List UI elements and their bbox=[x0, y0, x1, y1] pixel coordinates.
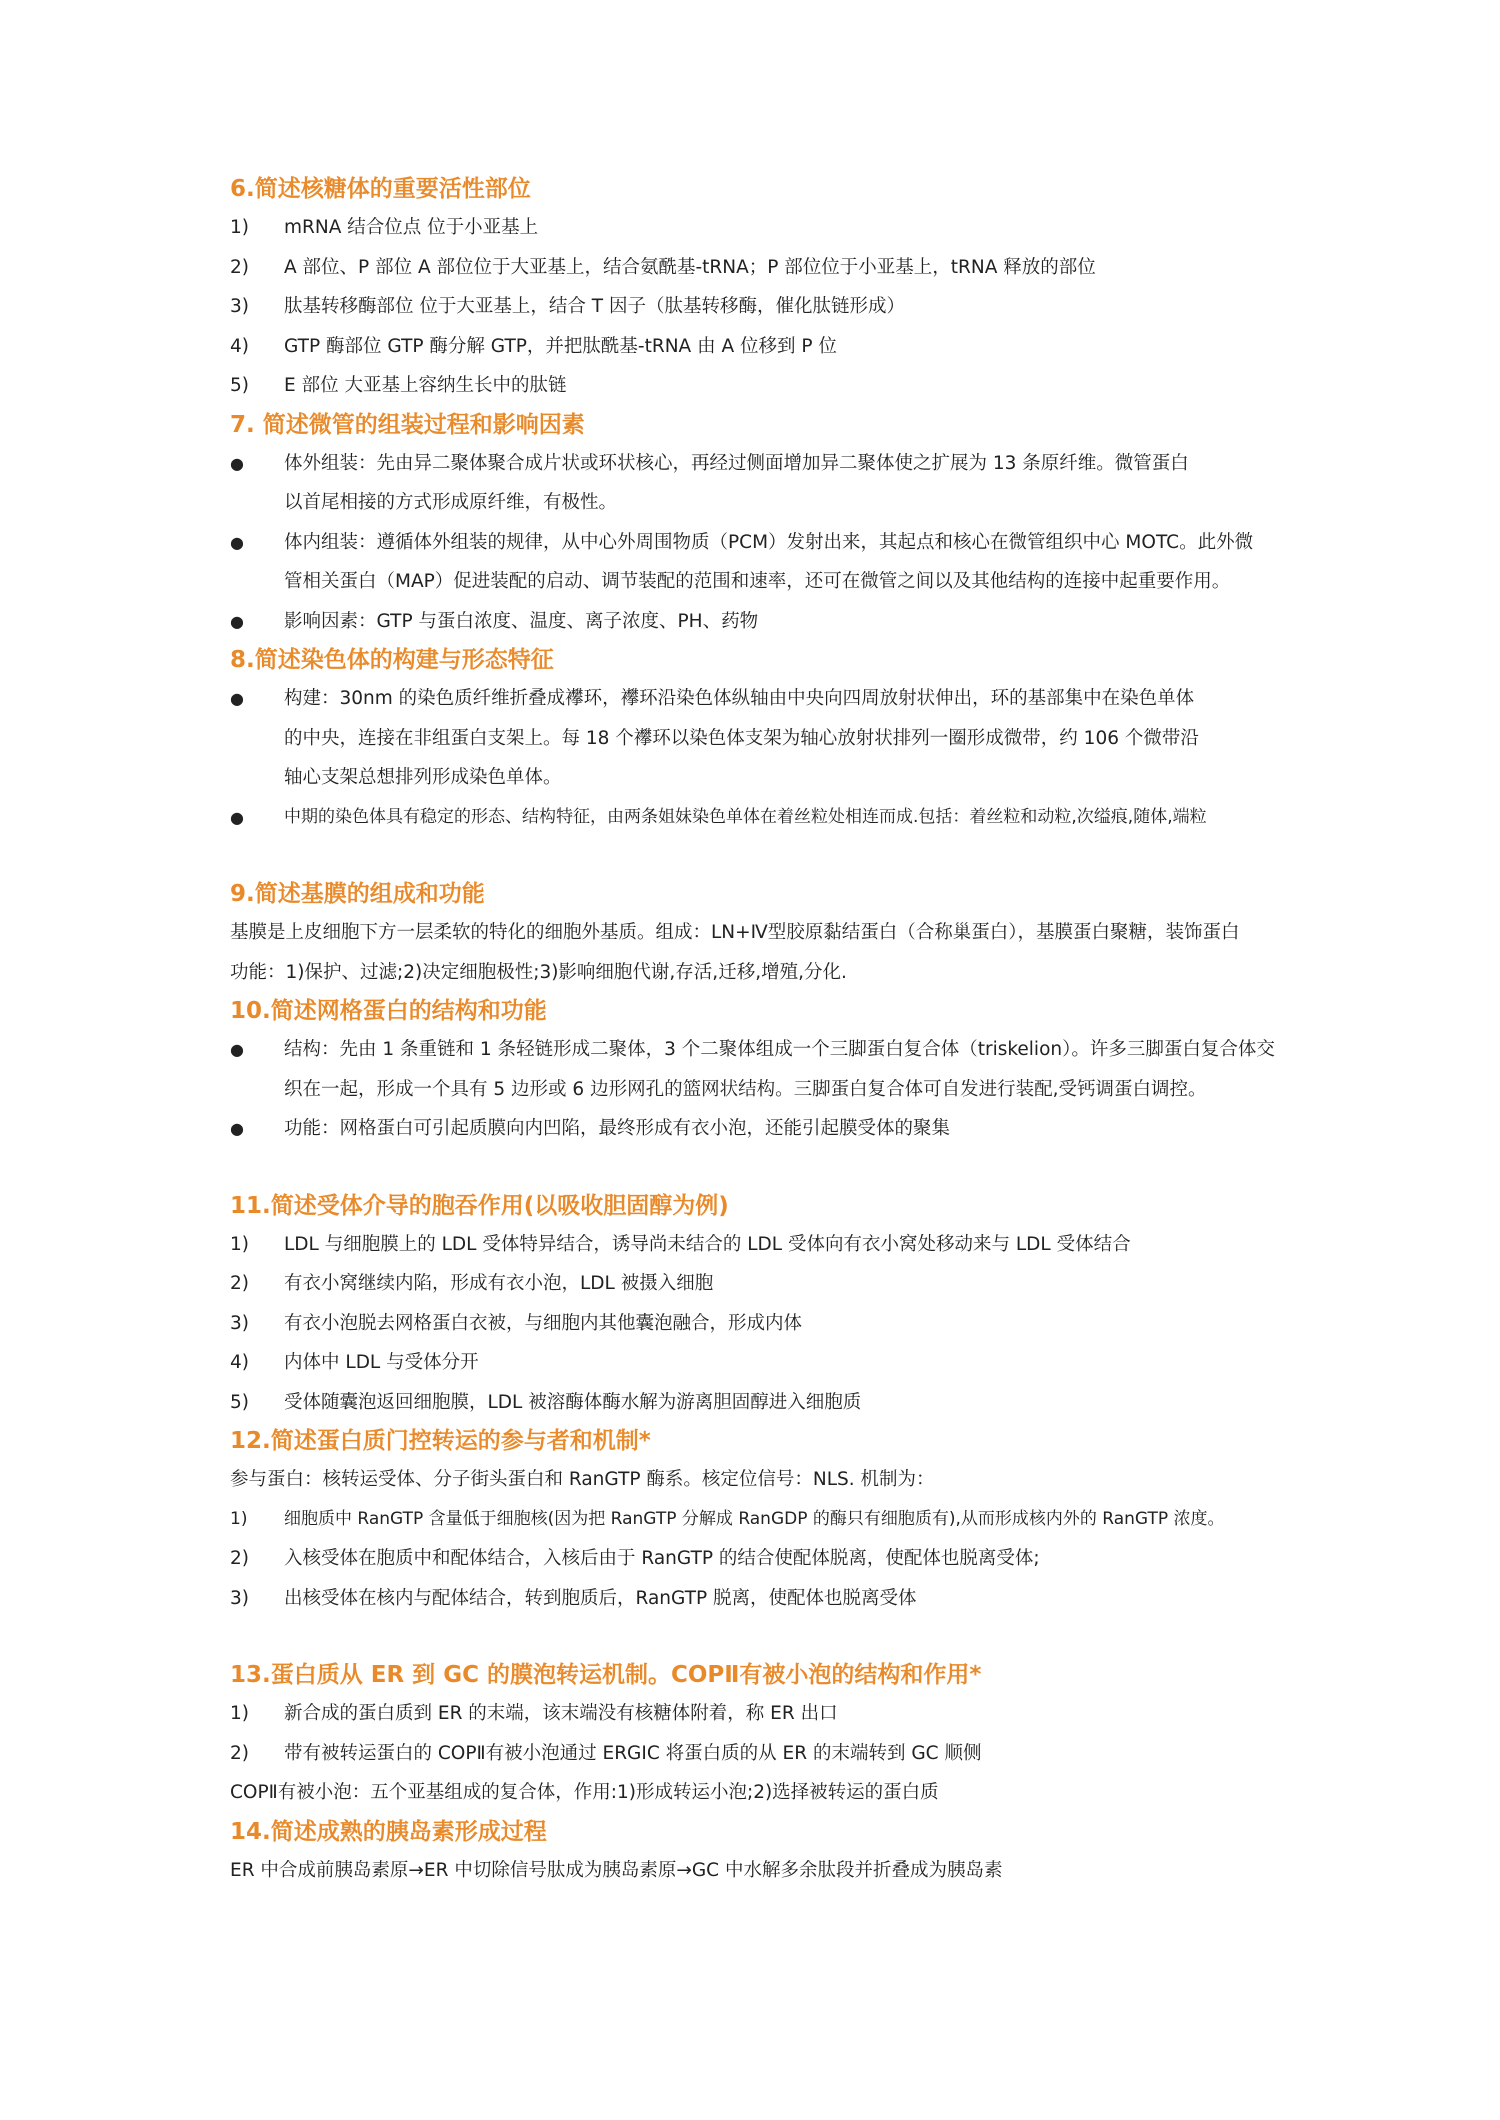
item-number: 4) bbox=[230, 335, 249, 357]
list-item bbox=[230, 1264, 1410, 1304]
list-item bbox=[230, 1500, 1410, 1540]
paragraph: ER 中合成前胰岛素原→ER 中切除信号肽成为胰岛素原→GC 中水解多余肽段并折叠成为胰岛素 bbox=[230, 1859, 1003, 1881]
spacer bbox=[230, 837, 1410, 875]
list-item bbox=[230, 1694, 1410, 1734]
item-number: 3) bbox=[230, 296, 249, 317]
item-text: mRNA 结合位点 位于小亚基上 bbox=[284, 217, 539, 238]
bullet-item bbox=[230, 444, 1410, 484]
spacer bbox=[230, 1618, 1410, 1656]
item-text: 带有被转运蛋白的 COPⅡ有被小泡通过 ERGIC 将蛋白质的从 ER 的末端转到 GC 顺侧 bbox=[284, 1742, 982, 1764]
list-item bbox=[230, 248, 1410, 288]
item-number: 5) bbox=[230, 375, 249, 396]
item-text: E 部位 大亚基上容纳生长中的肽链 bbox=[284, 375, 567, 396]
paragraph: 功能：1)保护、过滤;2)决定细胞极性;3)影响细胞代谢,存活,迁移,增殖,分化. bbox=[230, 961, 847, 983]
bullet-text: 体外组装：先由异二聚体聚合成片状或环状核心，再经过侧面增加异二聚体使之扩展为 13 条原纤维。微管蛋白 bbox=[284, 452, 1189, 474]
item-number: 1) bbox=[230, 217, 249, 238]
bullet-text: 结构：先由 1 条重链和 1 条轻链形成二聚体，3 个二聚体组成一个三脚蛋白复合体（triskelion）。许多三脚蛋白复合体交 bbox=[284, 1039, 1275, 1060]
item-number: 2) bbox=[230, 1742, 249, 1764]
item-text: 肽基转移酶部位 位于大亚基上，结合 T 因子（肽基转移酶，催化肽链形成） bbox=[284, 296, 905, 317]
bullet-item bbox=[230, 523, 1410, 563]
list-item bbox=[230, 1225, 1410, 1265]
item-text: 新合成的蛋白质到 ER 的末端，该末端没有核糖体附着，称 ER 出口 bbox=[284, 1703, 838, 1724]
bullet-icon: ● bbox=[230, 532, 244, 552]
list-item bbox=[230, 1304, 1410, 1344]
list-item bbox=[230, 1579, 1410, 1619]
bullet-item bbox=[230, 679, 1410, 719]
item-number: 2) bbox=[230, 1273, 249, 1294]
paragraph: COPⅡ有被小泡：五个亚基组成的复合体，作用:1)形成转运小泡;2)选择被转运的蛋白质 bbox=[230, 1782, 939, 1803]
section-11-title: 11.简述受体介导的胞吞作用(以吸收胆固醇为例) bbox=[230, 1192, 729, 1219]
list-item bbox=[230, 1383, 1410, 1423]
bullet-icon: ● bbox=[230, 1040, 244, 1059]
document-content bbox=[230, 170, 1410, 1890]
item-text: 有衣小窝继续内陷，形成有衣小泡，LDL 被摄入细胞 bbox=[284, 1273, 714, 1294]
list-item bbox=[230, 1734, 1410, 1774]
item-number: 1) bbox=[230, 1233, 249, 1255]
bullet-continuation: 轴心支架总想排列形成染色单体。 bbox=[284, 767, 562, 788]
bullet-item bbox=[230, 602, 1410, 642]
list-item bbox=[230, 327, 1410, 367]
item-number: 1) bbox=[230, 1508, 248, 1529]
bullet-item bbox=[230, 1109, 1410, 1149]
section-6-title: 6.简述核糖体的重要活性部位 bbox=[230, 176, 531, 202]
item-number: 2) bbox=[230, 256, 249, 278]
section-14-title: 14.简述成熟的胰岛素形成过程 bbox=[230, 1818, 547, 1845]
section-10-title: 10.简述网格蛋白的结构和功能 bbox=[230, 998, 547, 1024]
bullet-continuation: 管相关蛋白（MAP）促进装配的启动、调节装配的范围和速率，还可在微管之间以及其他结构的连接中起重要作用。 bbox=[284, 571, 1231, 592]
section-13-title: 13.蛋白质从 ER 到 GC 的膜泡转运机制。COPⅡ有被小泡的结构和作用* bbox=[230, 1662, 982, 1688]
bullet-text: 影响因素：GTP 与蛋白浓度、温度、离子浓度、PH、药物 bbox=[284, 610, 759, 632]
paragraph: 基膜是上皮细胞下方一层柔软的特化的细胞外基质。组成：LN+Ⅳ型胶原黏结蛋白（合称巢蛋白），基膜蛋白聚糖，装饰蛋白 bbox=[230, 922, 1240, 943]
bullet-icon: ● bbox=[230, 807, 244, 827]
item-number: 5) bbox=[230, 1391, 249, 1413]
item-text: 有衣小泡脱去网格蛋白衣被，与细胞内其他囊泡融合，形成内体 bbox=[284, 1312, 803, 1334]
item-text: 受体随囊泡返回细胞膜，LDL 被溶酶体酶水解为游离胆固醇进入细胞质 bbox=[284, 1391, 862, 1413]
item-number: 2) bbox=[230, 1548, 249, 1569]
item-text: LDL 与细胞膜上的 LDL 受体特异结合，诱导尚未结合的 LDL 受体向有衣小窝处移动来与 LDL 受体结合 bbox=[284, 1233, 1131, 1255]
spacer bbox=[230, 1149, 1410, 1187]
item-text: GTP 酶部位 GTP 酶分解 GTP，并把肽酰基-tRNA 由 A 位移到 P 位 bbox=[284, 335, 837, 357]
list-item bbox=[230, 366, 1410, 406]
item-text: 细胞质中 RanGTP 含量低于细胞核(因为把 RanGTP 分解成 RanGDP 的酶只有细胞质有),从而形成核内外的 RanGTP 浓度。 bbox=[284, 1508, 1225, 1529]
bullet-text: 构建：30nm 的染色质纤维折叠成襻环，襻环沿染色体纵轴由中央向四周放射状伸出，环的基部集中在染色单体 bbox=[284, 688, 1195, 709]
list-item bbox=[230, 1343, 1410, 1383]
bullet-text: 功能：网格蛋白可引起质膜向内凹陷，最终形成有衣小泡，还能引起膜受体的聚集 bbox=[284, 1118, 951, 1139]
bullet-icon: ● bbox=[230, 689, 244, 708]
item-text: 出核受体在核内与配体结合，转到胞质后，RanGTP 脱离，使配体也脱离受体 bbox=[284, 1587, 917, 1609]
item-number: 3) bbox=[230, 1312, 249, 1334]
bullet-item bbox=[230, 1030, 1410, 1070]
section-12-title: 12.简述蛋白质门控转运的参与者和机制* bbox=[230, 1428, 651, 1454]
bullet-icon: ● bbox=[230, 1119, 244, 1138]
item-text: 入核受体在胞质中和配体结合，入核后由于 RanGTP 的结合使配体脱离，使配体也脱离受体; bbox=[284, 1548, 1040, 1569]
item-number: 4) bbox=[230, 1352, 249, 1373]
bullet-continuation: 织在一起，形成一个具有 5 边形或 6 边形网孔的篮网状结构。三脚蛋白复合体可自发进行装配,受钙调蛋白调控。 bbox=[284, 1078, 1207, 1100]
bullet-icon: ● bbox=[230, 453, 244, 473]
list-item bbox=[230, 1539, 1410, 1579]
section-9-title: 9.简述基膜的组成和功能 bbox=[230, 881, 485, 907]
bullet-icon: ● bbox=[230, 611, 244, 631]
list-item bbox=[230, 208, 1410, 248]
item-number: 1) bbox=[230, 1703, 249, 1724]
bullet-text: 体内组装：遵循体外组装的规律，从中心外周围物质（PCM）发射出来，其起点和核心在微管组织中心 MOTC。此外微 bbox=[284, 531, 1254, 553]
section-7-title: 7. 简述微管的组装过程和影响因素 bbox=[230, 411, 585, 438]
bullet-item bbox=[230, 798, 1410, 838]
list-item bbox=[230, 287, 1410, 327]
paragraph: 参与蛋白：核转运受体、分子街头蛋白和 RanGTP 酶系。核定位信号：NLS. 机制为： bbox=[230, 1469, 935, 1490]
bullet-text: 中期的染色体具有稳定的形态、结构特征，由两条姐妹染色单体在着丝粒处相连而成.包括：着丝粒和动粒,次缢痕,随体,端粒 bbox=[284, 806, 1207, 827]
item-text: 内体中 LDL 与受体分开 bbox=[284, 1352, 479, 1373]
bullet-continuation: 的中央，连接在非组蛋白支架上。每 18 个襻环以染色体支架为轴心放射状排列一圈形成微带，约 106 个微带沿 bbox=[284, 727, 1199, 749]
item-text: A 部位、P 部位 A 部位位于大亚基上，结合氨酰基-tRNA；P 部位位于小亚基上，tRNA 释放的部位 bbox=[284, 256, 1096, 278]
bullet-continuation: 以首尾相接的方式形成原纤维，有极性。 bbox=[284, 492, 618, 513]
item-number: 3) bbox=[230, 1587, 249, 1609]
section-8-title: 8.简述染色体的构建与形态特征 bbox=[230, 647, 554, 673]
